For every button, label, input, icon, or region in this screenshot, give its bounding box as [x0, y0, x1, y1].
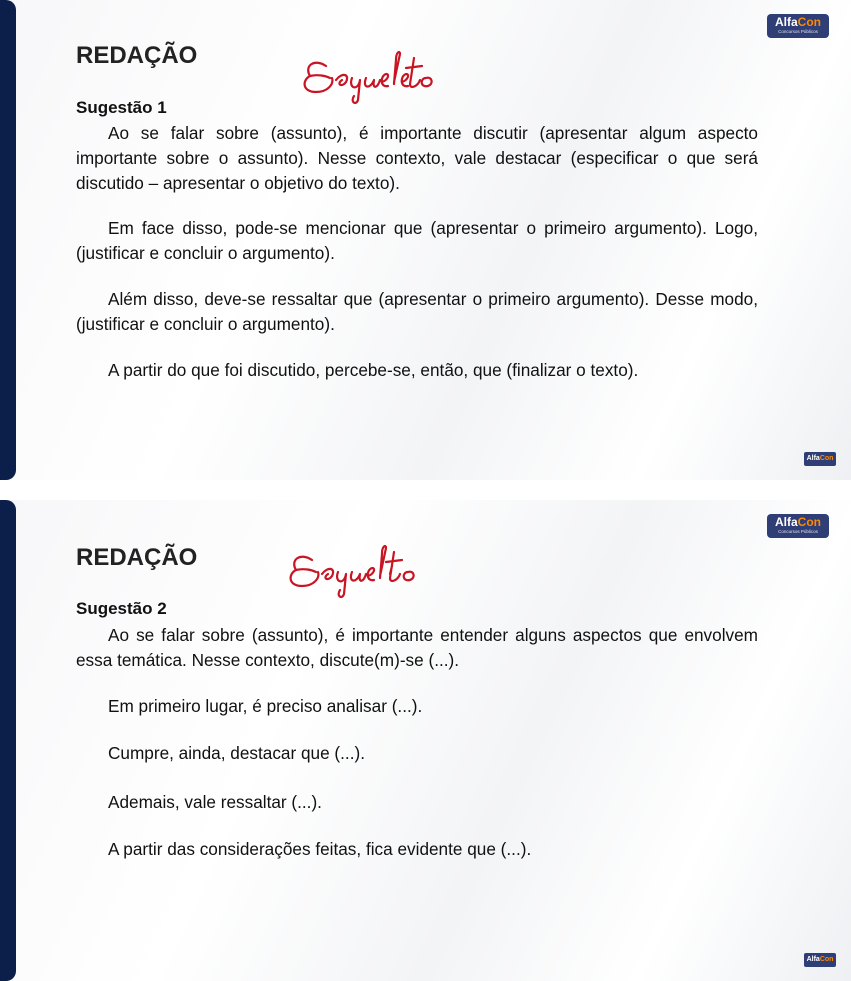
alfacon-logo-small: AlfaCon	[804, 452, 836, 466]
slide-title: REDAÇÃO	[76, 544, 198, 571]
paragraph-intro: Ao se falar sobre (assunto), é importante discutir (apresentar algum aspecto importante sobre o assunto). Nesse contexto, vale destacar (especificar o que será discutido – apresentar o objetivo do texto).	[76, 123, 758, 193]
handwritten-esqueleto-annotation	[296, 36, 466, 106]
paragraph-item-2: Cumpre, ainda, destacar que (...).	[108, 743, 365, 763]
slide-accent-bar	[0, 0, 16, 480]
paragraph-argument-1: Em face disso, pode-se mencionar que (apresentar o primeiro argumento). Logo, (justificar e concluir o argumento).	[76, 218, 758, 263]
slide-subtitle: Sugestão 2	[76, 599, 167, 618]
slide-subtitle: Sugestão 1	[76, 98, 167, 117]
slide-2	[0, 500, 851, 981]
alfacon-logo: AlfaCon Concursos Públicos	[767, 14, 829, 38]
slide-1	[0, 0, 851, 480]
paragraph-argument-2: Além disso, deve-se ressaltar que (apresentar o primeiro argumento). Desse modo, (justificar e concluir o argumento).	[76, 289, 758, 334]
alfacon-logo-small: AlfaCon	[804, 953, 836, 967]
paragraph-conclusion: A partir do que foi discutido, percebe-se, então, que (finalizar o texto).	[108, 360, 639, 380]
slide-title: REDAÇÃO	[76, 42, 198, 69]
paragraph-item-1: Em primeiro lugar, é preciso analisar (...).	[108, 696, 423, 716]
paragraph-conclusion: A partir das considerações feitas, fica evidente que (...).	[108, 839, 532, 859]
slide-accent-bar	[0, 500, 16, 981]
paragraph-item-3: Ademais, vale ressaltar (...).	[108, 792, 322, 812]
paragraph-intro: Ao se falar sobre (assunto), é importante entender alguns aspectos que envolvem essa temática. Nesse contexto, discute(m)-se (...).	[76, 625, 758, 670]
alfacon-logo: AlfaCon Concursos Públicos	[767, 514, 829, 538]
handwritten-esqueleto-annotation	[286, 530, 446, 600]
